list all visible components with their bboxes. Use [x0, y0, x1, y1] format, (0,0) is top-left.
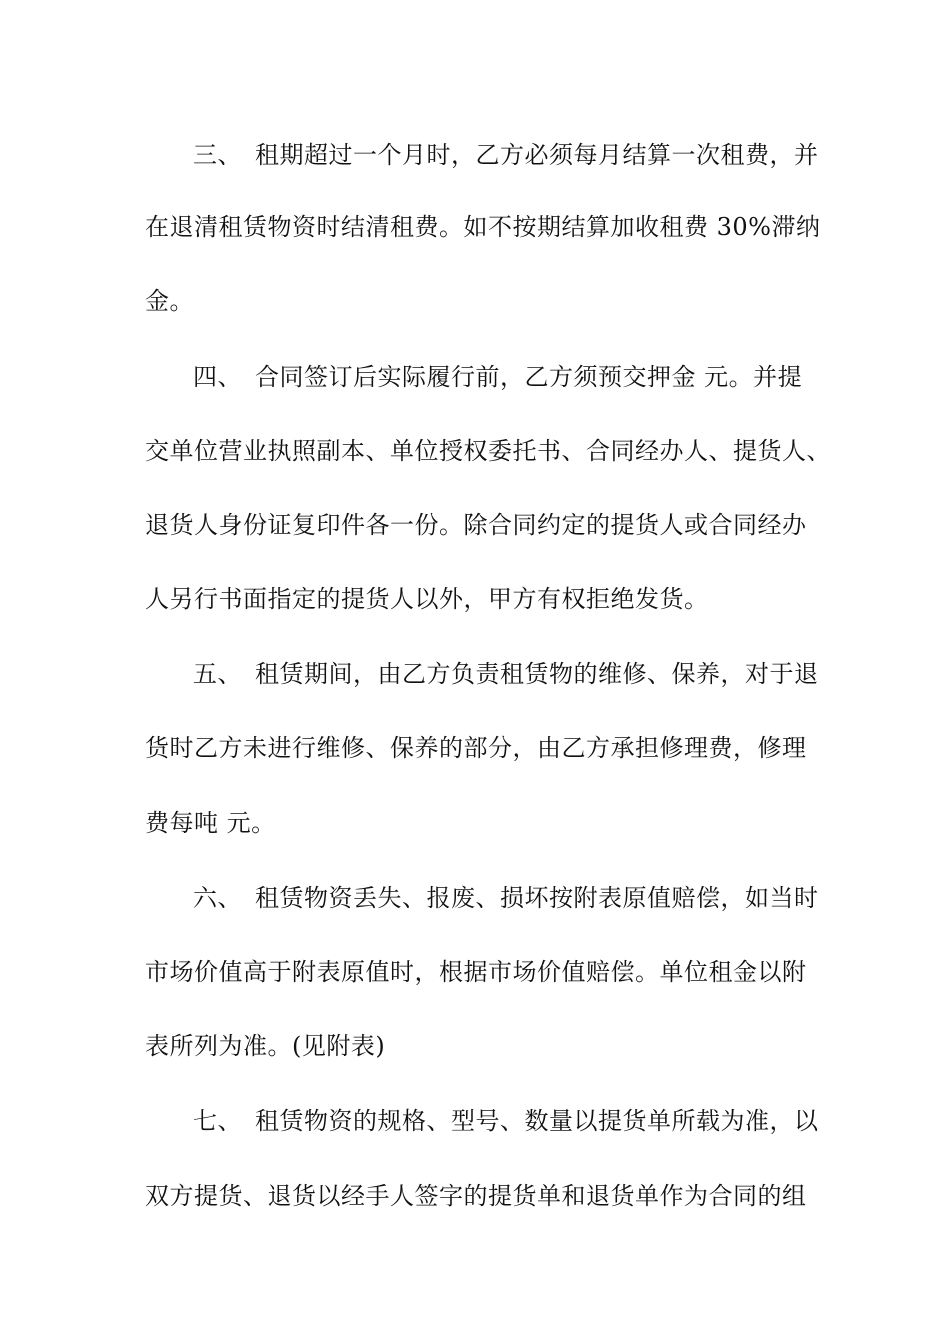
clause-text: 租赁期间，由乙方负责租赁物的维修、保养，对于退: [255, 660, 819, 688]
clause-number: 三、: [193, 141, 242, 169]
clause-number: 七、: [193, 1107, 242, 1135]
clause-4-line-1: [193, 362, 883, 392]
clause-number: 六、: [193, 884, 242, 912]
clause-text: 租赁物资的规格、型号、数量以提货单所载为准，以: [255, 1107, 819, 1135]
clause-4-line-2: 交单位营业执照副本、单位授权委托书、合同经办人、提货人、: [145, 437, 831, 465]
clause-3-line-1: [193, 140, 883, 170]
clause-6-line-3: 表所列为准。(见附表): [145, 1032, 386, 1060]
clause-5-line-2: 货时乙方未进行维修、保养的部分，由乙方承担修理费，修理: [145, 734, 807, 762]
clause-3-line-2: 在退清租赁物资时结清租费。如不按期结算加收租费 30%滞纳: [145, 213, 821, 241]
clause-4-line-4: 人另行书面指定的提货人以外，甲方有权拒绝发货。: [145, 585, 709, 613]
clause-5-line-1: [193, 659, 883, 689]
clause-7-line-1: [193, 1106, 883, 1136]
clause-5-line-3: 费每吨 元。: [145, 809, 276, 837]
clause-text: 合同签订后实际履行前，乙方须预交押金 元。并提: [255, 363, 803, 391]
clause-number: 五、: [193, 660, 242, 688]
clause-6-line-2: 市场价值高于附表原值时，根据市场价值赔偿。单位租金以附: [145, 958, 807, 986]
clause-4-line-3: 退货人身份证复印件各一份。除合同约定的提货人或合同经办: [145, 511, 807, 539]
clause-6-line-1: [193, 883, 883, 913]
clause-text: 租期超过一个月时，乙方必须每月结算一次租费，并: [255, 141, 819, 169]
clause-7-line-2: 双方提货、退货以经手人签字的提货单和退货单作为合同的组: [145, 1182, 807, 1210]
clause-text: 租赁物资丢失、报废、损坏按附表原值赔偿，如当时: [255, 884, 819, 912]
clause-3-line-3: 金。: [145, 287, 194, 315]
clause-number: 四、: [193, 363, 242, 391]
